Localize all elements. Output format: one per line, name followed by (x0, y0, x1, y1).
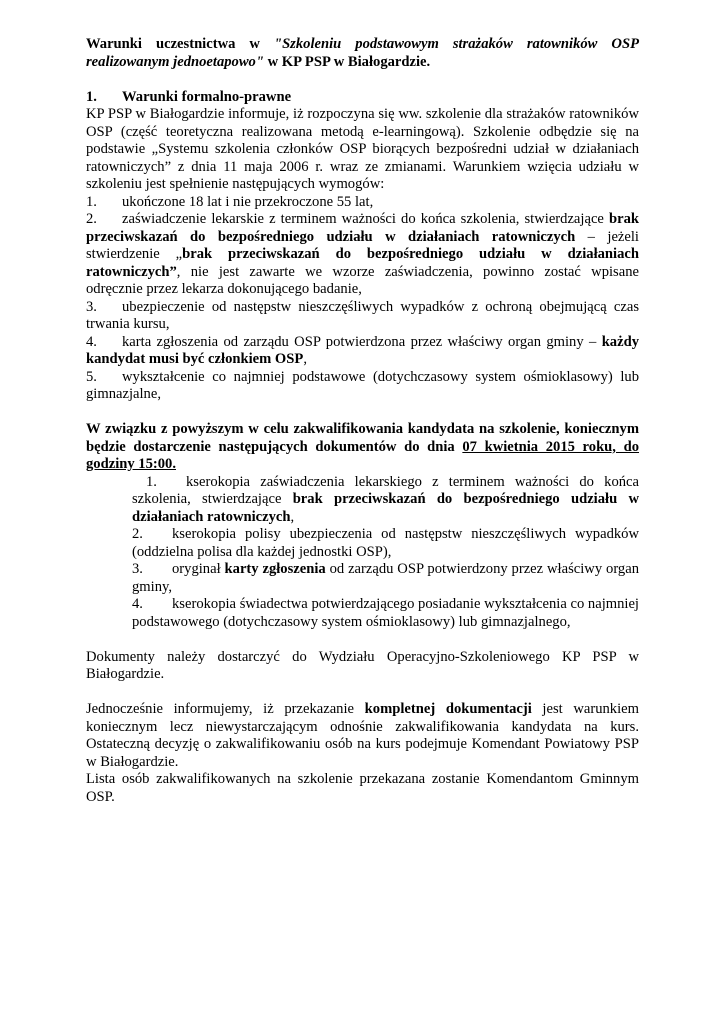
document-title (86, 36, 639, 71)
document-item (132, 596, 639, 631)
doc3-text-2: od zarządu OSP potwierdzony przez właściwy organ gminy, (132, 561, 639, 595)
title-course-name: "Szkoleniu podstawowym strażaków ratowników OSP realizowanym jednoetapowo" (86, 36, 639, 70)
req1-number: 1. (86, 193, 97, 210)
documents-intro-text: W związku z powyższym w celu zakwalifikowania kandydata na szkolenie, koniecznym będzie dostarczenie następujących dokumentów do dnia (86, 421, 639, 455)
req2-text-2: – jeżeli stwierdzenie „ (86, 228, 639, 262)
title-prefix: Warunki uczestnictwa w (86, 36, 274, 52)
doc3-text-1: oryginał (172, 561, 225, 577)
requirement-item (86, 334, 639, 369)
closing-paragraph (86, 701, 639, 771)
doc2-number: 2. (132, 526, 143, 542)
req2-bold-1: brak przeciwskazań do bezpośredniego udziału w działaniach ratowniczych (86, 211, 639, 245)
document-item (132, 561, 639, 596)
delivery-note: Dokumenty należy dostarczyć do Wydziału Operacyjno-Szkoleniowego KP PSP w Białogardzie. (86, 648, 639, 682)
closing-bold-1: kompletnej dokumentacji (364, 701, 532, 717)
requirement-item (86, 299, 639, 334)
spacer (86, 404, 639, 422)
section1-intro: KP PSP w Białogardzie informuje, iż rozpoczyna się ww. szkolenie dla strażaków ratowników OSP (część teoretyczna realizowana metodą e-learningową). Szkolenie odbędzie się na podstawie „Systemu szkolenia członków OSP biorących bezpośredni udział w działaniach ratowniczych” z dnia 11 maja 2006 r. wraz ze zmianami. Warunkiem wzięcia udziału w szkoleniu jest spełnienie następujących wymogów: (86, 106, 639, 192)
requirement-item (86, 211, 639, 299)
title-suffix: w KP PSP w Białogardzie. (263, 53, 431, 70)
doc1-text-1: kserokopia zaświadczenia lekarskiego z terminem ważności do końca szkolenia, stwierdzające (132, 473, 639, 507)
req2-text-1: zaświadczenie lekarskie z terminem ważności do końca szkolenia, stwierdzające (122, 211, 609, 227)
req2-bold-2: brak przeciwskazań do bezpośredniego udziału w działaniach ratowniczych” (86, 246, 639, 280)
req3-number: 3. (86, 298, 97, 315)
spacer (86, 631, 639, 649)
req5-text: wykształcenie co najmniej podstawowe (dotychczasowy system ośmioklasowy) lub gimnazjalne, (86, 368, 639, 402)
req4-text-1: karta zgłoszenia od zarządu OSP potwierdzona przez właściwy organ gminy – (122, 333, 602, 350)
documents-intro (86, 421, 639, 474)
spacer (86, 71, 639, 89)
closing-text-2: jest warunkiem koniecznym lecz niewystarczającym odnośnie zakwalifikowania kandydata na kurs. Ostateczną decyzję o zakwalifikowaniu osób na kurs podejmuje Komendant Powiatowy PSP w Białogardzie. (86, 701, 639, 770)
req2-number: 2. (86, 211, 97, 227)
closing-list-note: Lista osób zakwalifikowanych na szkolenie przekazana zostanie Komendantom Gminnym OSP. (86, 771, 639, 805)
section1-number: 1. (86, 88, 97, 105)
req3-text: ubezpieczenie od następstw nieszczęśliwych wypadków z ochroną obejmującą czas trwania kursu, (86, 298, 639, 332)
doc1-bold-1: brak przeciwskazań do bezpośredniego udziału w działaniach ratowniczych (132, 491, 639, 525)
doc4-text: kserokopia świadectwa potwierdzającego posiadanie wykształcenia co najmniej podstawowego (dotychczasowy system ośmioklasowy) lub gimnazjalnego, (132, 596, 639, 630)
doc1-text-2: , (290, 508, 295, 525)
documents-deadline: 07 kwietnia 2015 roku, do godziny 15:00. (86, 438, 639, 472)
req4-bold-1: każdy kandydat musi być członkiem OSP (86, 333, 639, 367)
req4-text-2: , (303, 351, 307, 367)
section1-heading (86, 89, 639, 107)
spacer (86, 684, 639, 702)
doc2-text: kserokopia polisy ubezpieczenia od następstw nieszczęśliwych wypadków (oddzielna polisa dla każdej jednostki OSP), (132, 526, 639, 560)
documents-list (132, 474, 639, 632)
document-item (132, 474, 639, 527)
req5-number: 5. (86, 368, 97, 385)
req1-text: ukończone 18 lat i nie przekroczone 55 lat, (122, 193, 374, 210)
req4-number: 4. (86, 333, 97, 350)
doc4-number: 4. (132, 596, 143, 612)
doc1-number: 1. (146, 473, 157, 490)
requirement-item (86, 369, 639, 404)
document-body (86, 36, 639, 806)
doc3-bold-1: karty zgłoszenia (224, 561, 326, 577)
requirement-item (86, 194, 639, 212)
section1-heading-text: Warunki formalno-prawne (122, 88, 292, 105)
req2-text-3: , nie jest zawarte we wzorze zaświadczenia, powinno zostać wpisane odręcznie przez lekarza dokonującego badanie, (86, 263, 639, 297)
doc3-number: 3. (132, 561, 143, 577)
closing-text-1: Jednocześnie informujemy, iż przekazanie (86, 701, 365, 717)
document-item (132, 526, 639, 561)
